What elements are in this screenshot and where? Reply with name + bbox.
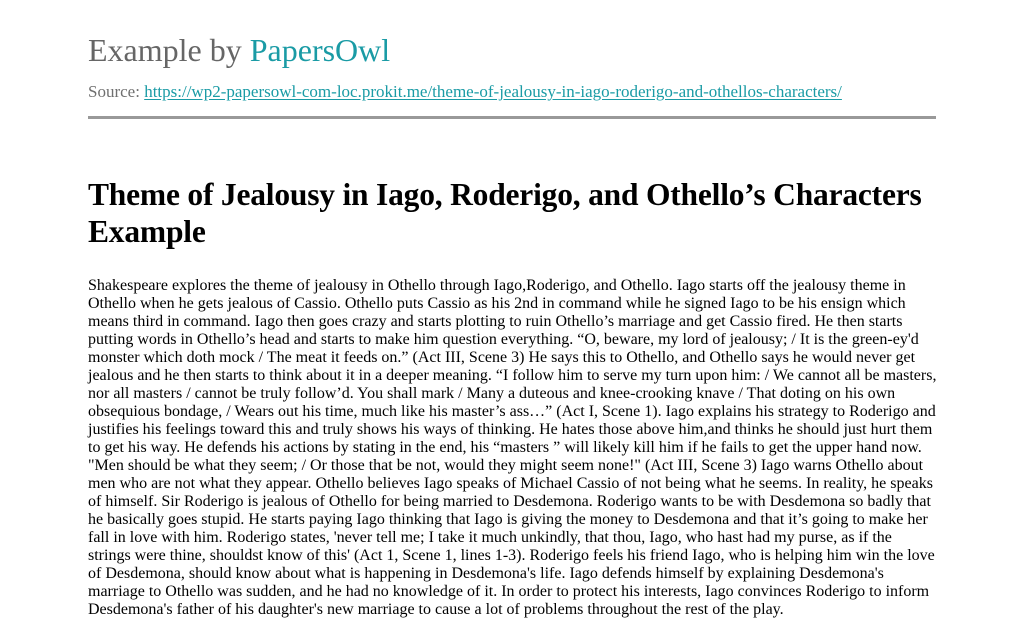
document-page [88,0,936,619]
article-paragraph: Shakespeare explores the theme of jealousy in Othello through Iago,Roderigo, and Othello. Iago starts off the jealousy theme in Othello when he gets jealous of Cassio. Othello puts Cassio as his 2nd in command while he signed Iago to be his ensign which means third in command. Iago then goes crazy and starts plotting to ruin Othello’s marriage and get Cassio fired. He then starts putting words in Othello’s head and starts to make him question everything. “O, beware, my lord of jealousy; / It is the green-ey'd monster which doth mock / The meat it feeds on.” (Act III, Scene 3) He says this to Othello, and Othello says he would never get jealous and he then starts to think about it in a deeper meaning. “I follow him to serve my turn upon him: / We cannot all be masters, nor all masters / cannot be truly follow’d. You shall mark / Many a duteous and knee-crooking knave / That doting on his own obsequious bondage, / Wears out his time, much like his master’s ass…” (Act I, Scene 1). Iago explains his strategy to Roderigo and justifies his feelings toward this and truly shows his ways of thinking. He hates those above him,and thinks he should just hurt them to get his way. He defends his actions by stating in the end, his “masters ” will likely kill him if he fails to get the upper hand now. "Men should be what they seem; / Or those that be not, would they might seem none!" (Act III, Scene 3) Iago warns Othello about men who are not what they appear. Othello believes Iago speaks of Michael Cassio of not being what he seems. In reality, he speaks of himself. Sir Roderigo is jealous of Othello for being married to Desdemona. Roderigo wants to be with Desdemona so badly that he basically goes stupid. He starts paying Iago thinking that Iago is giving the money to Desdemona and that it’s going to make her fall in love with him. Roderigo states, 'never tell me; I take it much unkindly, that thou, Iago, who hast had my purse, as if the strings were thine, shouldst know of this' (Act 1, Scene 1, lines 1-3). Roderigo feels his friend Iago, who is helping him win the love of Desdemona, should know about what is happening in Desdemona's life. Iago defends himself by explaining Desdemona's marriage to Othello was sudden, and he had no knowledge of it. In order to protect his interests, Iago convinces Roderigo to inform Desdemona's father of his daughter's new marriage to cause a lot of problems throughout the rest of the play. [88,277,937,618]
source-line [88,82,936,102]
header-divider [88,116,936,119]
brand-name: PapersOwl [249,32,391,68]
source-label: Source: [88,82,145,101]
brand-header [88,0,936,69]
article-title: Theme of Jealousy in Iago, Roderigo, and Othello’s Characters Example [88,177,922,249]
source-link[interactable]: https://wp2-papersowl-com-loc.prokit.me/theme-of-jealousy-in-iago-roderigo-and-othellos-characters/ [144,82,842,101]
brand-prefix: Example by [88,32,250,68]
